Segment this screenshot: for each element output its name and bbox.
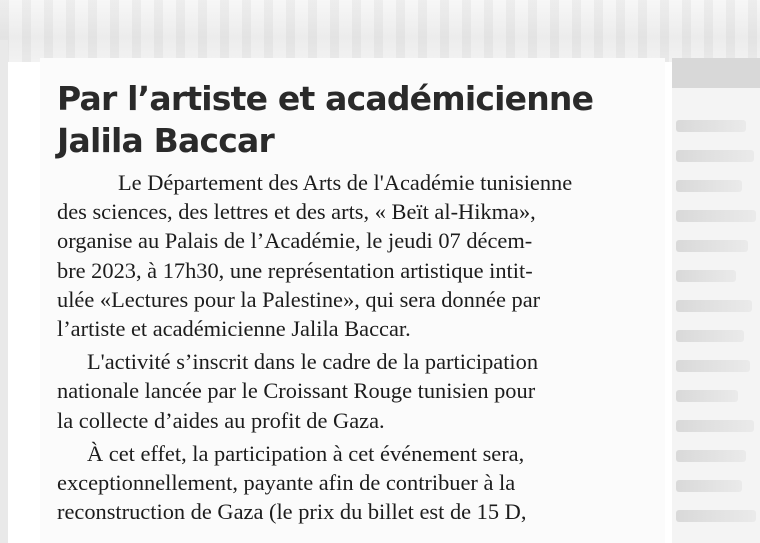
text-line: exceptionnellement, payante afin de contribuer à la [57, 470, 516, 496]
faded-text-line [676, 240, 748, 252]
article-body [57, 168, 667, 526]
text-line: L'activité s’inscrit dans le cadre de la participation [87, 349, 539, 375]
text-line: des sciences, des lettres et des arts, « Beït al-Hikma», [57, 199, 536, 225]
headline-line-2: Jalila Baccar [57, 121, 274, 160]
faded-text-line [676, 330, 744, 342]
article-headline [57, 78, 667, 162]
adjacent-column-header [672, 58, 760, 88]
adjacent-column-faded [672, 58, 760, 543]
text-line: Le Département des Arts de l'Académie tunisienne [118, 170, 573, 195]
text-line: organise au Palais de l’Académie, le jeudi 07 décem- [57, 228, 533, 254]
text-line: bre 2023, à 17h30, une représentation artistique intit- [57, 257, 533, 283]
faded-text-line [676, 270, 736, 282]
faded-text-line [676, 120, 746, 132]
faded-text-line [676, 360, 750, 372]
scan-left-edge [0, 40, 8, 543]
text-line: l’artiste et académicienne Jalila Baccar. [57, 316, 411, 342]
faded-text-line [676, 390, 738, 402]
text-line: reconstruction de Gaza (le prix du billet est de 15 D, [57, 499, 527, 525]
paragraph-3 [57, 439, 667, 527]
paragraph-1 [57, 168, 667, 343]
article [57, 78, 667, 530]
text-line: ulée «Lectures pour la Palestine», qui sera donnée par [57, 286, 541, 312]
faded-text-line [676, 300, 752, 312]
text-line: À cet effet, la participation à cet événement sera, [87, 440, 525, 466]
paragraph-2 [57, 347, 667, 435]
faded-text-line [676, 450, 746, 462]
text-line: la collecte d’aides au profit de Gaza. [57, 407, 385, 433]
text-line: nationale lancée par le Croissant Rouge tunisien pour [57, 378, 536, 404]
faded-text-line [676, 210, 756, 222]
faded-text-line [676, 480, 742, 492]
faded-text-line [676, 150, 754, 162]
scan-top-margin [0, 0, 760, 62]
faded-text-line [676, 510, 756, 522]
faded-text-line [676, 420, 754, 432]
faded-text-line [676, 180, 742, 192]
headline-line-1: Par l’artiste et académicienne [57, 79, 594, 118]
